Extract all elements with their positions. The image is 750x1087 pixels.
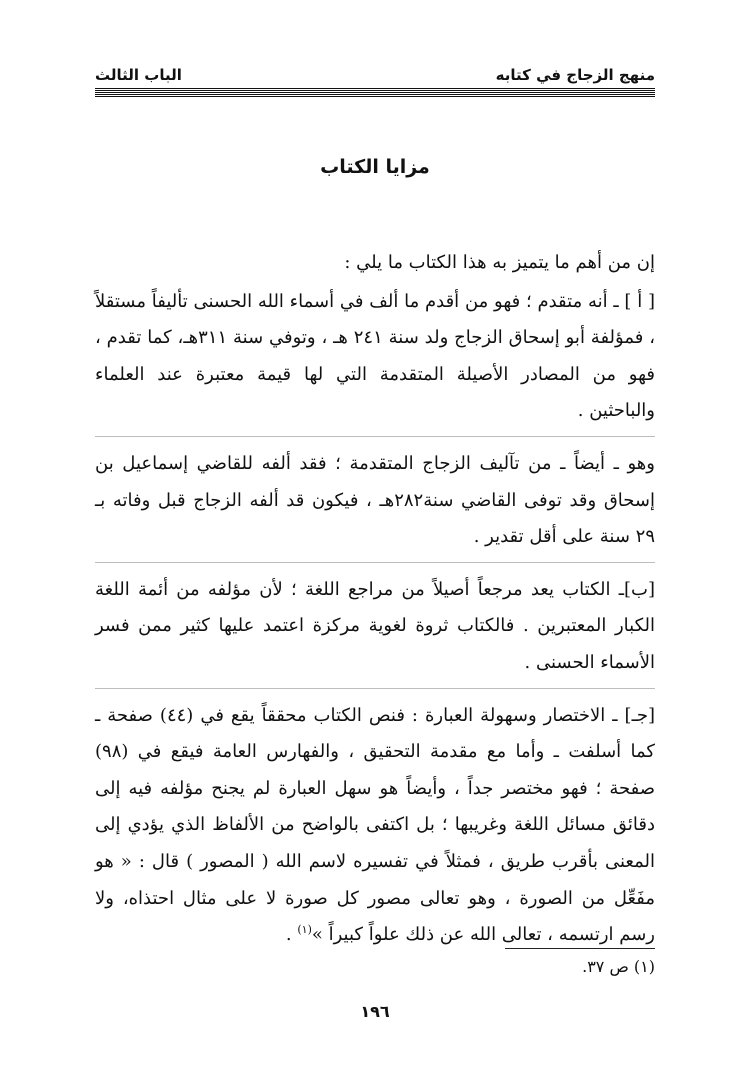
paragraph-point-b: [ب]ـ الكتاب يعد مرجعاً أصيلاً من مراجع اللغة ؛ لأن مؤلفه من أئمة اللغة الكبار المعتبرين . فالكتاب ثروة لغوية مركزة اعتمد عليها كثير ممن فسر الأسماء الحسنى . [95, 578, 655, 673]
intro-paragraph: إن من أهم ما يتميز به هذا الكتاب ما يلي : [344, 252, 655, 273]
footnote: (١) ص ٣٧. [582, 957, 655, 976]
section-title: مزايا الكتاب [320, 156, 430, 178]
book-title: منهج الزجاج في كتابه [495, 66, 655, 84]
paragraph-end-mark: . [285, 924, 298, 946]
paragraph-divider [95, 562, 655, 563]
body-text [95, 245, 655, 954]
footnote-rule [505, 948, 655, 949]
footnote-reference[interactable]: (١) [297, 923, 312, 937]
paragraph-point-c-wrapper [95, 698, 655, 954]
paragraph-point-a: [ أ ] ـ أنه متقدم ؛ فهو من أقدم ما ألف في أسماء الله الحسنى تأليفاً مستقلاً ، فمؤلفة أبو إسحاق الزجاج ولد سنة ٢٤١ هـ ، وتوفي سنة ٣١١هـ، كما تقدم ، فهو من المصادر الأصيلة المتقدمة التي لها قيمة معتبرة عند العلماء والباحثين . [95, 290, 656, 422]
paragraph-point-a-continued: وهو ـ أيضاً ـ من تآليف الزجاج المتقدمة ؛ فقد ألفه للقاضي إسماعيل بن إسحاق وقد توفى القاضي سنة٢٨٢هـ ، فيكون قد ألفه الزجاج قبل وفاته بـ ٢٩ سنة على أقل تقدير . [95, 452, 655, 548]
page-number: ١٩٦ [360, 1002, 390, 1021]
paragraph-point-c: [جـ] ـ الاختصار وسهولة العبارة : فنص الكتاب محققاً يقع في (٤٤) صفحة ـ كما أسلفت ـ وأما مع مقدمة التحقيق ، والفهارس العامة فيقع في (٩٨) صفحة ؛ فهو مختصر جداً ، وأيضاً هو سهل العبارة لم يجنح مؤلفه فيه إلى دقائق مسائل اللغة وغريبها ؛ بل اكتفى بالواضح من الألفاظ الذي يؤدي إلى المعنى بأقرب طريق ، فمثلاً في تفسيره لاسم الله ( المصور ) قال : « هو مفَعِّل من الصورة ، وهو تعالى مصور كل صورة لا على مثال احتذاه، ولا رسم ارتسمه ، تعالى الله عن ذلك علواً كبيراً » [95, 704, 656, 946]
paragraph-divider [95, 688, 655, 689]
chapter-label: الباب الثالث [95, 66, 182, 84]
running-header [95, 60, 655, 84]
header-rule [95, 88, 655, 98]
paragraph-divider [95, 436, 655, 437]
